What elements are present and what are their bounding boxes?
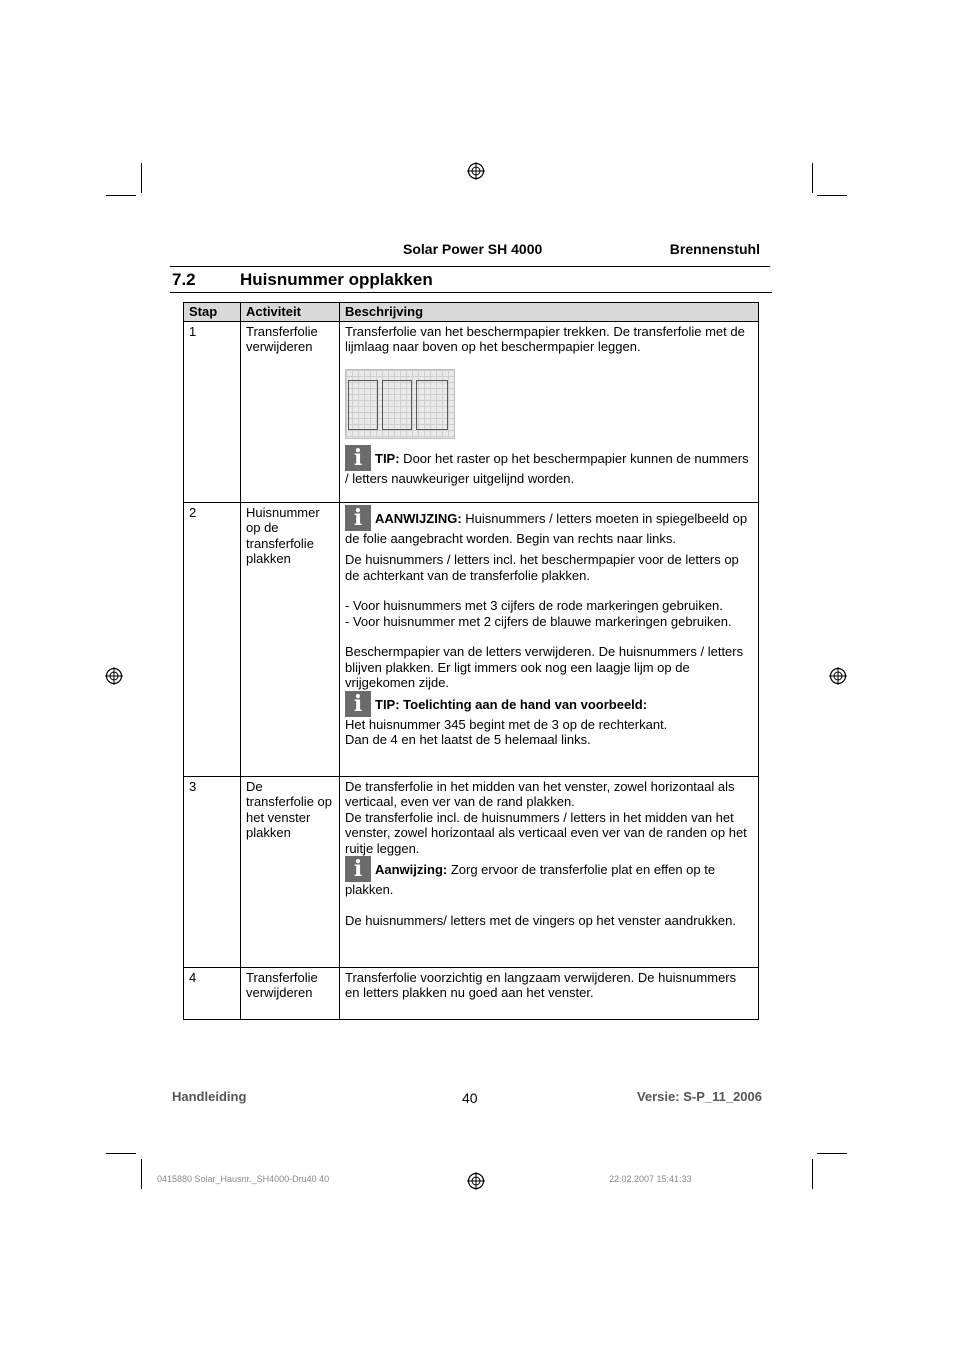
- tip-text: Dan de 4 en het laatst de 5 helemaal links.: [345, 732, 591, 747]
- step-activity: De transferfolie op het venster plakken: [241, 776, 340, 967]
- registration-mark-icon: [467, 162, 485, 180]
- step-number: 4: [184, 967, 241, 1019]
- description-text: De huisnummers / letters incl. het beschermpapier voor de letters op de achterkant van de transferfolie plakken.: [345, 552, 739, 583]
- description-text: Transferfolie van het beschermpapier trekken. De transferfolie met de lijmlaag naar boven op het beschermpapier leggen.: [345, 323, 745, 354]
- grid-marking: [382, 380, 412, 430]
- step-number: 2: [184, 502, 241, 776]
- bullet-item: - Voor huisnummer met 2 cijfers de blauwe markeringen gebruiken.: [345, 613, 732, 629]
- step-description: [340, 776, 759, 967]
- brand-name: Brennenstuhl: [669, 241, 760, 257]
- steps-table: [183, 302, 759, 1020]
- step-description: [340, 321, 759, 502]
- note-paragraph: [345, 856, 753, 898]
- crop-mark: [141, 1159, 142, 1189]
- transfer-foil-grid-image: [345, 369, 455, 439]
- column-header-step: Stap: [184, 303, 241, 322]
- print-slug-date: 22.02.2007 15:41:33: [609, 1174, 692, 1184]
- tip-paragraph: [345, 691, 753, 717]
- description-text: De transferfolie in het midden van het venster, zowel horizontaal als verticaal, even ver van de rand plakken.: [345, 778, 735, 809]
- crop-mark: [106, 1153, 136, 1154]
- info-icon: i: [345, 505, 371, 531]
- table-header-row: [184, 303, 759, 322]
- spacer: [345, 629, 753, 644]
- spacer: [345, 583, 753, 598]
- registration-mark-icon: [105, 667, 123, 685]
- info-icon: i: [345, 856, 371, 882]
- print-slug-file: 0415880 Solar_Hausnr._SH4000-Dru40 40: [157, 1174, 330, 1184]
- section-number: 7.2: [172, 270, 196, 289]
- step-activity: Transferfolie verwijderen: [241, 967, 340, 1019]
- column-header-activity: Activiteit: [241, 303, 340, 322]
- info-icon: i: [345, 445, 371, 471]
- note-label: AANWIJZING:: [375, 510, 462, 526]
- note-paragraph: [345, 505, 753, 547]
- step-activity: Huisnummer op de transferfolie plakken: [241, 502, 340, 776]
- crop-mark: [106, 195, 136, 196]
- grid-marking: [348, 380, 378, 430]
- info-icon: i: [345, 691, 371, 717]
- tip-label: TIP: Toelichting aan de hand van voorbeeld:: [375, 696, 648, 712]
- crop-mark: [812, 163, 813, 193]
- page-header: [170, 240, 770, 267]
- table-row: [184, 776, 759, 967]
- section-heading: [170, 268, 772, 293]
- step-activity: Transferfolie verwijderen: [241, 321, 340, 502]
- column-header-description: Beschrijving: [340, 303, 759, 322]
- table-row: [184, 967, 759, 1019]
- page-number: 40: [462, 1090, 478, 1106]
- step-description: [340, 502, 759, 776]
- description-text: Beschermpapier van de letters verwijderen. De huisnummers / letters blijven plakken. Er ligt immers ook nog een laagje lijm op de vrijgekomen zijde.: [345, 644, 744, 690]
- footer-right: Versie: S-P_11_2006: [636, 1089, 762, 1104]
- crop-mark: [817, 1153, 847, 1154]
- bullet-item: - Voor huisnummers met 3 cijfers de rode markeringen gebruiken.: [345, 598, 723, 613]
- step-description: [340, 967, 759, 1019]
- description-text: Transferfolie voorzichtig en langzaam verwijderen. De huisnummers en letters plakken nu goed aan het venster.: [345, 969, 737, 1000]
- note-text: Huisnummers / letters moeten in spiegelbeeld op de folie aangebracht worden. Begin van rechts naar links.: [345, 510, 748, 546]
- table-row: [184, 321, 759, 502]
- crop-mark: [817, 195, 847, 196]
- crop-mark: [812, 1159, 813, 1189]
- note-text: Zorg ervoor de transferfolie plat en effen op te plakken.: [345, 862, 716, 897]
- product-name: Solar Power SH 4000: [403, 241, 543, 257]
- grid-marking: [416, 380, 448, 430]
- registration-mark-icon: [467, 1172, 485, 1190]
- tip-text: Door het raster op het beschermpapier kunnen de nummers / letters nauwkeuriger uitgelijnd worden.: [345, 450, 749, 486]
- spacer: [345, 898, 753, 913]
- tip-label: TIP:: [375, 450, 400, 466]
- description-text: De huisnummers/ letters met de vingers op het venster aandrukken.: [345, 912, 736, 928]
- registration-mark-icon: [829, 667, 847, 685]
- table-row: [184, 502, 759, 776]
- tip-paragraph: [345, 445, 753, 487]
- footer-left: Handleiding: [172, 1089, 247, 1104]
- step-number: 1: [184, 321, 241, 502]
- crop-mark: [141, 163, 142, 193]
- section-title: Huisnummer opplakken: [240, 270, 433, 289]
- tip-text: Het huisnummer 345 begint met de 3 op de rechterkant.: [345, 716, 668, 732]
- note-label: Aanwijzing:: [375, 862, 448, 877]
- description-text: De transferfolie incl. de huisnummers / letters in het midden van het venster, zowel horizontaal als verticaal even ver van de randen op het ruitje leggen.: [345, 809, 747, 856]
- step-number: 3: [184, 776, 241, 967]
